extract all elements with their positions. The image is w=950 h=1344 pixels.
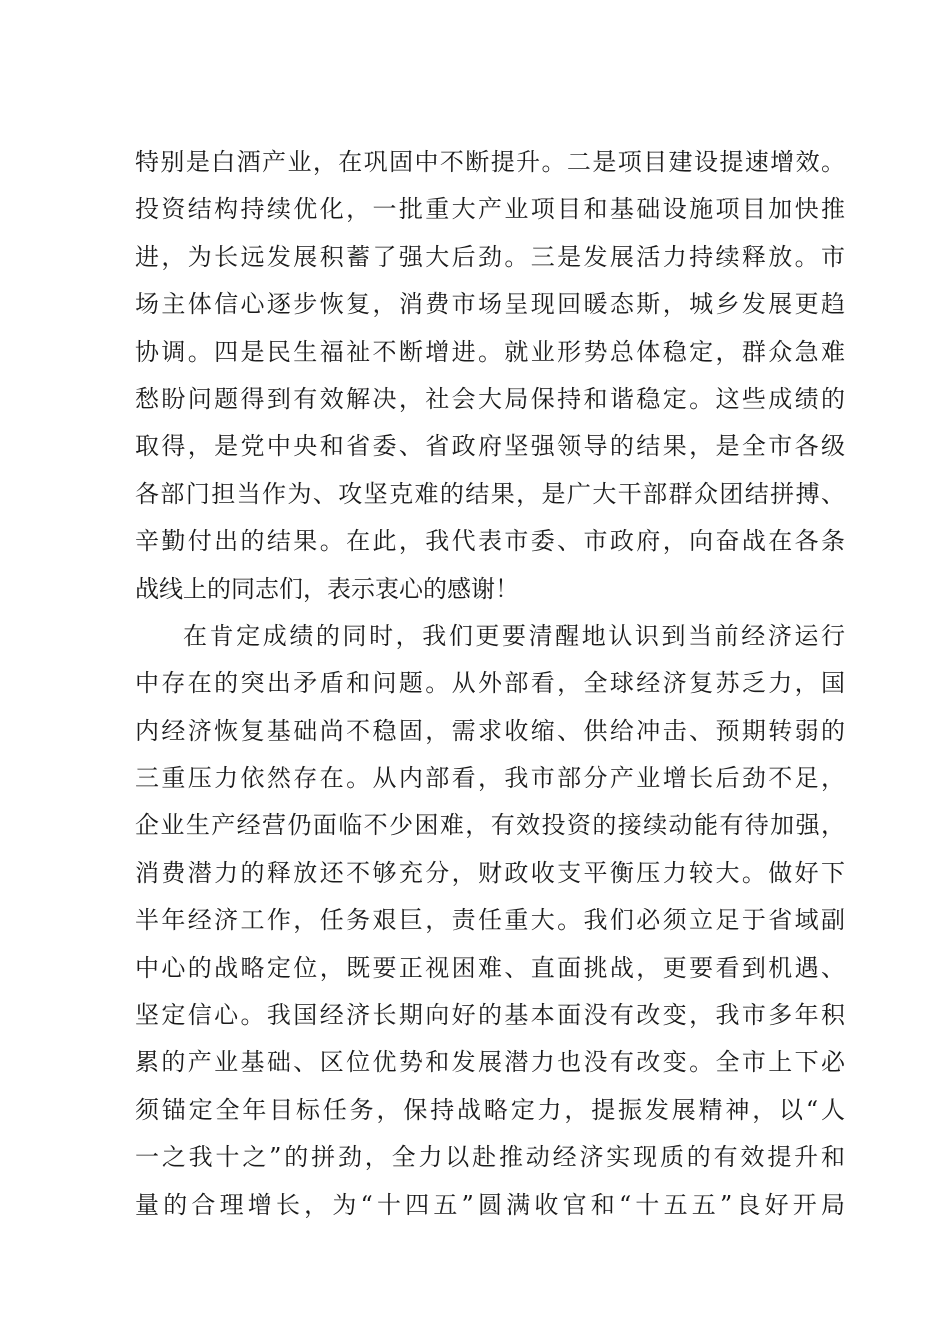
text-line: 愁盼问题得到有效解决，社会大局保持和谐稳定。这些成绩的 <box>135 384 845 413</box>
paragraph-achievements <box>135 139 845 613</box>
text-line: 特别是白酒产业，在巩固中不断提升。二是项目建设提速增效。 <box>135 148 845 176</box>
text-line: 消费潜力的释放还不够充分，财政收支平衡压力较大。做好下 <box>135 858 845 887</box>
text-line: 坚定信心。我国经济长期向好的基本面没有改变，我市多年积 <box>135 1001 845 1030</box>
text-line: 场主体信心逐步恢复，消费市场呈现回暖态斯，城乡发展更趋 <box>135 290 845 319</box>
text-line: 进，为长远发展积蓄了强大后劲。三是发展活力持续释放。市 <box>135 242 845 271</box>
text-line: 累的产业基础、区位优势和发展潜力也没有改变。全市上下必 <box>135 1048 845 1077</box>
text-line: 战线上的同志们，表示衷心的感谢！ <box>135 574 519 603</box>
text-line: 中存在的突出矛盾和问题。从外部看，全球经济复苏乏力，国 <box>135 669 845 698</box>
text-line: 协调。四是民生福祉不断增进。就业形势总体稳定，群众急难 <box>135 337 845 366</box>
text-line: 在肯定成绩的同时，我们更要清醒地认识到当前经济运行 <box>183 621 845 650</box>
text-line: 三重压力依然存在。从内部看，我市部分产业增长后劲不足， <box>135 764 845 793</box>
text-line: 投资结构持续优化，一批重大产业项目和基础设施项目加快推 <box>135 195 845 224</box>
text-line: 企业生产经营仍面临不少困难，有效投资的接续动能有待加强， <box>135 811 845 840</box>
document-body <box>135 139 845 1229</box>
text-line: 须锚定全年目标任务，保持战略定力，提振发展精神，以“人 <box>135 1095 845 1124</box>
text-line: 一之我十之”的拼劲，全力以赴推动经济实现质的有效提升和 <box>135 1143 845 1172</box>
text-line: 半年经济工作，任务艰巨，责任重大。我们必须立足于省域副 <box>135 906 845 935</box>
text-line: 各部门担当作为、攻坚克难的结果，是广大干部群众团结拼搏、 <box>135 479 845 508</box>
text-line: 取得，是党中央和省委、省政府坚强领导的结果，是全市各级 <box>135 432 845 461</box>
text-line: 量的合理增长，为“十四五”圆满收官和“十五五”良好开局 <box>135 1190 845 1219</box>
text-line: 内经济恢复基础尚不稳固，需求收缩、供给冲击、预期转弱的 <box>135 716 845 745</box>
paragraph-challenges <box>135 613 845 1229</box>
text-line: 中心的战略定位，既要正视困难、直面挑战，更要看到机遇、 <box>135 953 845 982</box>
text-line: 辛勤付出的结果。在此，我代表市委、市政府，向奋战在各条 <box>135 527 845 556</box>
